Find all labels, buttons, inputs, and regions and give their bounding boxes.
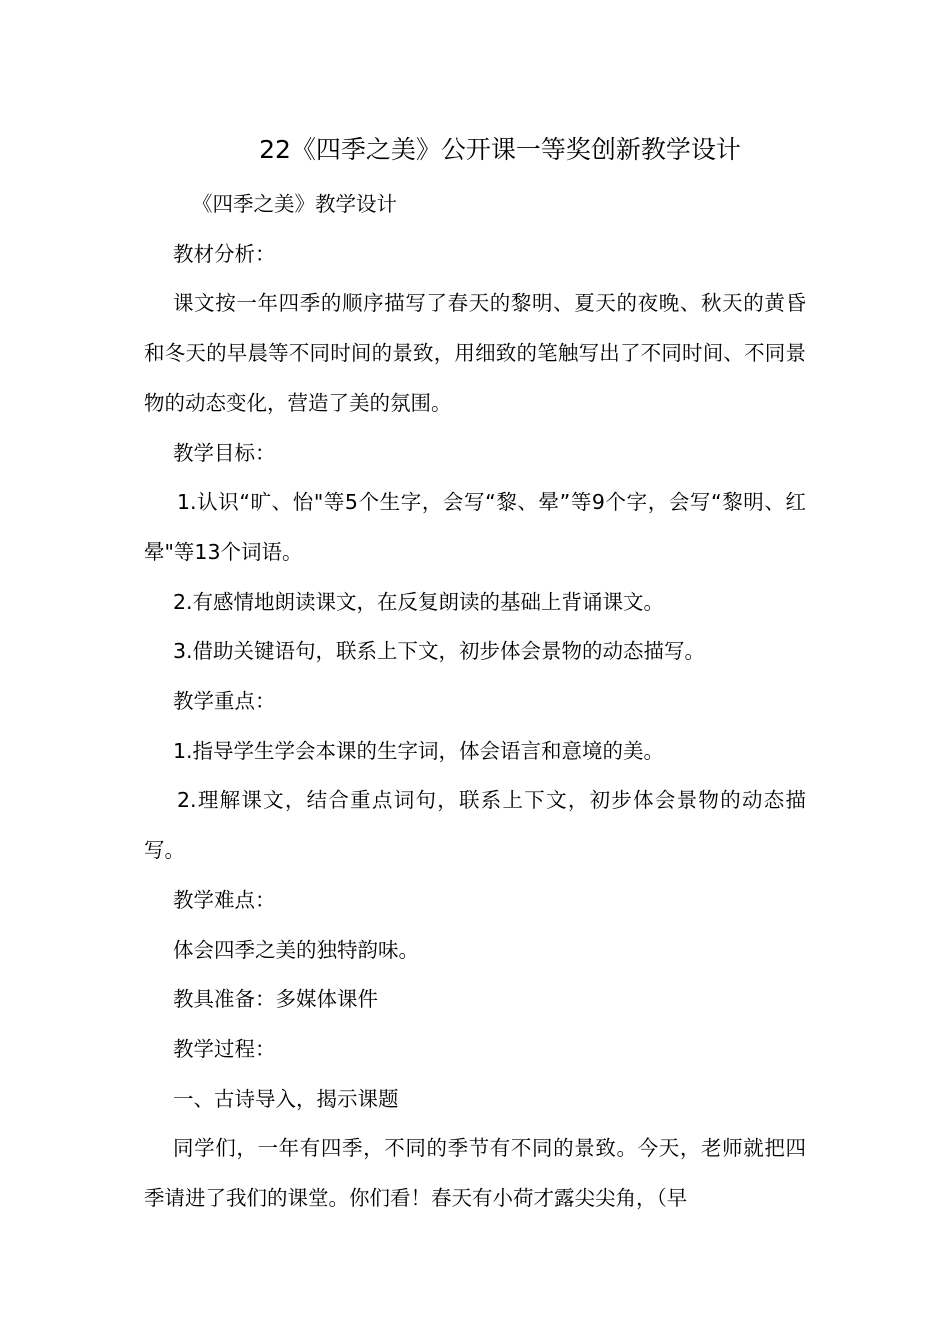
key-point-2: 2.理解课文，结合重点词句，联系上下文，初步体会景物的动态描写。: [144, 788, 806, 863]
teaching-aids: 教具准备：多媒体课件: [173, 987, 378, 1012]
document-body: [144, 180, 806, 1224]
goal-item-1: 1.认识“旷、怡"等5个生字，会写“黎、晕”等9个字，会写“黎明、红晕"等13个词语。: [144, 490, 806, 564]
subtitle: 《四季之美》教学设计: [192, 192, 397, 216]
paragraph-textbook-analysis: 课文按一年四季的顺序描写了春天的黎明、夏天的夜晚、秋天的黄昏和冬天的早晨等不同时间的景致，用细致的笔触写出了不同时间、不同景物的动态变化，营造了美的氛围。: [144, 291, 806, 415]
goal-item-3: 3.借助关键语句，联系上下文，初步体会景物的动态描写。: [173, 639, 706, 664]
section-heading-process: 教学过程：: [173, 1036, 276, 1061]
section-heading-key-points: 教学重点：: [173, 689, 276, 714]
document-title: 22《四季之美》公开课一等奖创新教学设计: [259, 135, 741, 164]
difficulty-text: 体会四季之美的独特韵味。: [173, 937, 419, 962]
process-step-1-heading: 一、古诗导入，揭示课题: [173, 1086, 399, 1111]
goal-item-2: 2.有感情地朗读课文，在反复朗读的基础上背诵课文。: [173, 589, 665, 614]
section-heading-difficulties: 教学难点：: [173, 887, 276, 912]
section-heading-teaching-goals: 教学目标：: [173, 440, 276, 465]
section-heading-textbook-analysis: 教材分析：: [173, 241, 276, 266]
process-step-1-text: 同学们，一年有四季，不同的季节有不同的景致。今天，老师就把四季请进了我们的课堂。你们看！春天有小荷才露尖尖角，（早: [144, 1136, 806, 1211]
key-point-1: 1.指导学生学会本课的生字词，体会语言和意境的美。: [173, 738, 665, 763]
